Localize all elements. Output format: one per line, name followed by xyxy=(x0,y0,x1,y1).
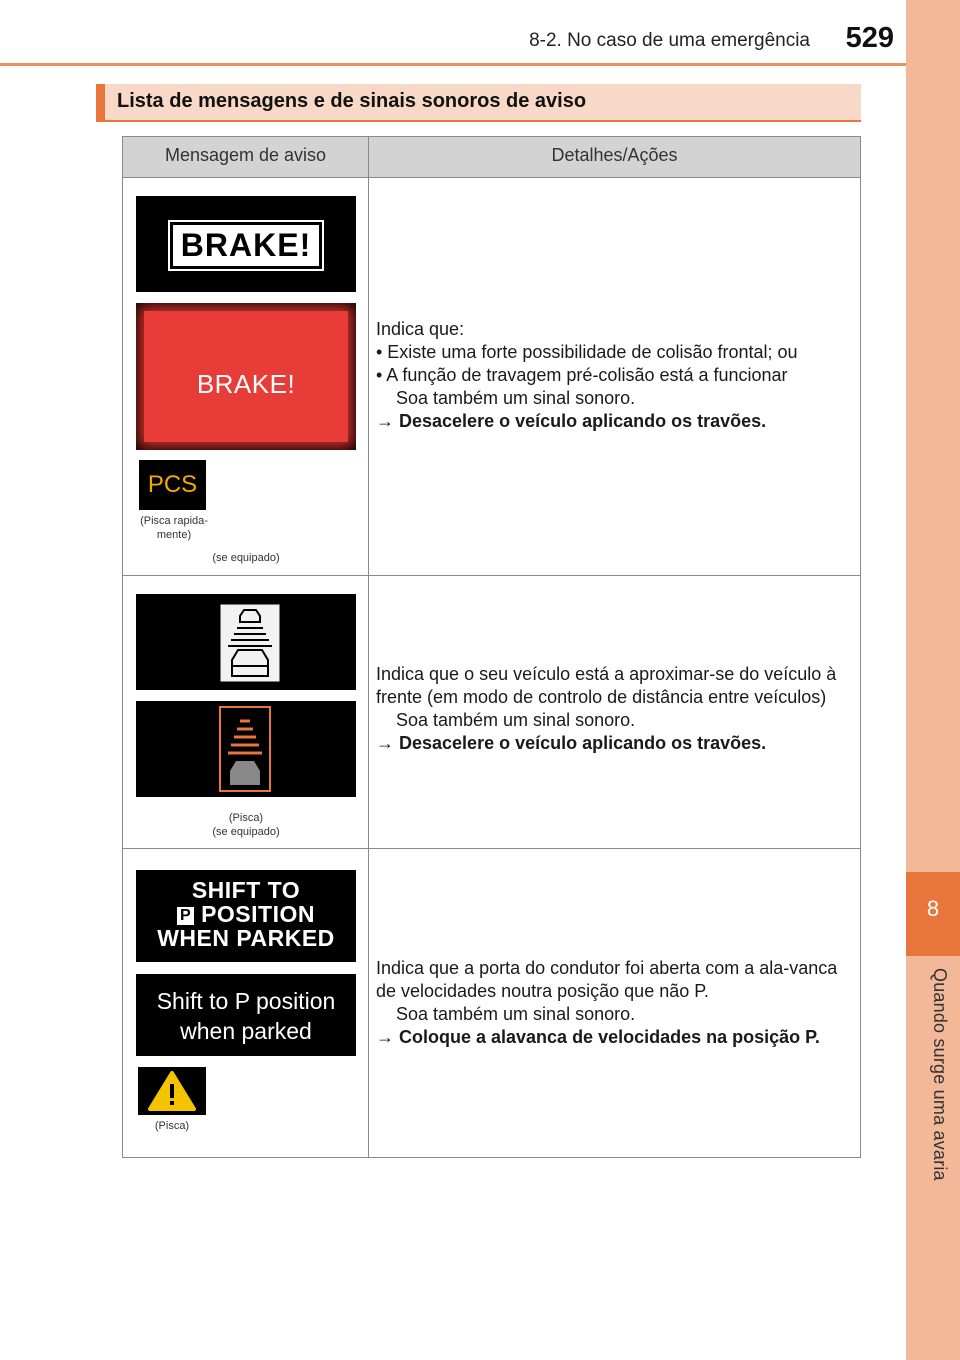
warning-triangle-icon xyxy=(138,1067,206,1115)
vehicle-approach-icon xyxy=(136,594,356,690)
master-warning-icon xyxy=(138,1067,206,1115)
chapter-number-box xyxy=(906,872,960,956)
table-header-details: Detalhes/Ações xyxy=(551,145,678,165)
details-sound: Soa também um sinal sonoro. xyxy=(396,1004,636,1024)
page-number: 529 xyxy=(845,22,894,54)
details-sound: Soa também um sinal sonoro. xyxy=(396,710,636,730)
chapter-title: Quando surge uma avaria xyxy=(930,968,950,1181)
header-section-title: 8-2. No caso de uma emergência xyxy=(529,30,810,51)
table-header-row xyxy=(123,137,860,178)
section-title: Lista de mensagens e de sinais sonoros de aviso xyxy=(117,90,587,112)
column-divider xyxy=(368,137,369,1157)
blink-equipped-note: (Pisca) (se equipado) xyxy=(212,812,280,838)
details-intro: Indica que a porta do condutor foi aberta com a ala-vanca de velocidades noutra posição que não P. xyxy=(376,958,838,1001)
details-action: → Desacelere o veículo aplicando os travões. xyxy=(376,733,767,753)
chapter-number: 8 xyxy=(926,896,940,921)
park-position-icon: P xyxy=(177,907,194,925)
warning-message-table xyxy=(122,136,861,1158)
pcs-warning-icon xyxy=(139,460,206,510)
vehicle-approach-alert-screen xyxy=(136,701,356,797)
vehicle-approach-screen xyxy=(136,594,356,690)
chapter-side-tab xyxy=(906,0,960,1360)
brake-warning-red-text: BRAKE! xyxy=(196,369,296,399)
pcs-icon-label: PCS xyxy=(147,471,198,498)
page-header xyxy=(0,0,906,66)
pcs-blink-note: (Pisca rapida- mente) xyxy=(140,515,208,541)
table-header-message: Mensagem de aviso xyxy=(164,145,327,165)
row-divider xyxy=(123,848,860,849)
shift-to-park-text: Shift to P position when parked xyxy=(156,988,336,1044)
section-title-bar xyxy=(96,84,861,122)
red-warning-panel xyxy=(144,311,348,442)
equipped-note: (se equipado) xyxy=(212,552,280,564)
details-action: → Desacelere o veículo aplicando os travões. xyxy=(376,411,767,431)
row-divider xyxy=(123,575,860,576)
row-details xyxy=(376,663,854,755)
brake-warning-red-screen xyxy=(136,303,356,450)
details-intro: Indica que: xyxy=(376,319,465,339)
brake-warning-text: BRAKE! xyxy=(170,222,322,269)
vehicle-approach-alert-icon xyxy=(136,701,356,797)
details-intro: Indica que o seu veículo está a aproximar-se do veículo à frente (em modo de controlo de distância entre veículos) xyxy=(376,664,837,707)
shift-to-park-screen xyxy=(136,870,356,962)
blink-note: (Pisca) xyxy=(154,1120,190,1132)
details-bullet: • Existe uma forte possibilidade de colisão frontal; ou xyxy=(376,342,798,362)
details-action: → Coloque a alavanca de velocidades na posição P. xyxy=(376,1027,820,1047)
shift-to-park-lower-screen xyxy=(136,974,356,1056)
details-bullet: • A função de travagem pré-colisão está a funcionar xyxy=(376,365,788,385)
row-details xyxy=(376,318,854,433)
shift-to-park-caps-text: SHIFT TO P POSITION WHEN PARKED xyxy=(157,877,335,951)
details-sound: Soa também um sinal sonoro. xyxy=(396,388,636,408)
brake-warning-screen xyxy=(136,196,356,292)
row-details xyxy=(376,957,854,1049)
